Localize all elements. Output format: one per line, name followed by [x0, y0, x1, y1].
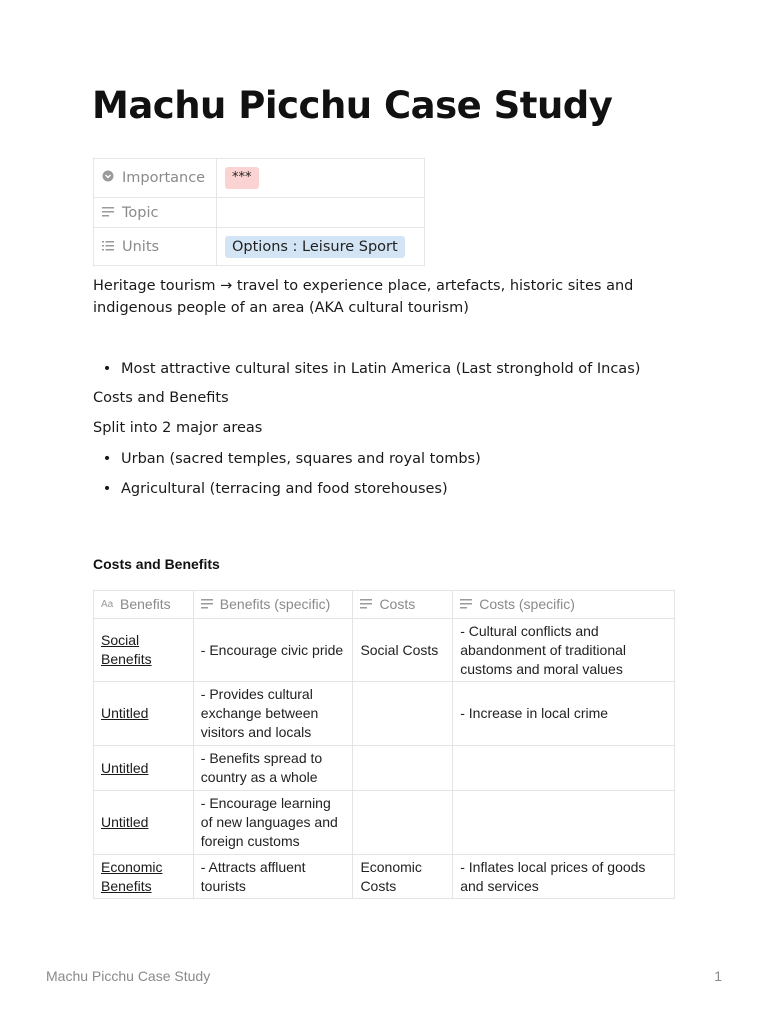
- cost-cell: [353, 746, 453, 791]
- cost-cell: Social Costs: [353, 619, 453, 682]
- list-item: • Most attractive cultural sites in Latin America (Last stronghold of Incas): [93, 358, 640, 380]
- cost-specific-cell: - Cultural conflicts and abandonment of traditional customs and moral values: [453, 619, 675, 682]
- benefit-specific-cell: - Attracts affluent tourists: [193, 855, 353, 899]
- property-value-importance[interactable]: [217, 159, 425, 198]
- benefit-cell[interactable]: Economic Benefits: [94, 855, 194, 899]
- footer-title: Machu Picchu Case Study: [46, 968, 211, 984]
- list-item: • Urban (sacred temples, squares and royal tombs): [93, 448, 481, 470]
- text-icon: [360, 595, 374, 614]
- bullet-icon: •: [102, 451, 112, 467]
- cost-specific-cell: [453, 791, 675, 855]
- property-row-units: [94, 228, 425, 266]
- benefit-specific-cell: - Benefits spread to country as a whole: [193, 746, 353, 791]
- table-header-row: [94, 591, 675, 619]
- importance-tag: ***: [225, 167, 259, 189]
- cost-specific-cell: [453, 746, 675, 791]
- column-header-benefits[interactable]: Aa Benefits: [94, 591, 194, 619]
- property-name-topic: Topic: [122, 204, 159, 221]
- properties-table: [93, 158, 425, 266]
- list-item: • Agricultural (terracing and food storehouses): [93, 478, 448, 500]
- select-icon: [102, 170, 116, 186]
- bullet-icon: •: [102, 361, 112, 377]
- property-name-units: Units: [122, 238, 160, 255]
- benefit-specific-cell: - Encourage civic pride: [193, 619, 353, 682]
- title-property-icon: Aa: [101, 599, 114, 611]
- benefit-specific-cell: - Provides cultural exchange between visitors and locals: [193, 682, 353, 746]
- cost-cell: [353, 682, 453, 746]
- page-title: Machu Picchu Case Study: [92, 84, 613, 127]
- cost-specific-cell: - Increase in local crime: [453, 682, 675, 746]
- cost-cell: [353, 791, 453, 855]
- text-icon: [201, 595, 215, 614]
- page-number: 1: [714, 968, 722, 984]
- cost-specific-cell: - Inflates local prices of goods and services: [453, 855, 675, 899]
- section-heading: Costs and Benefits: [93, 556, 220, 572]
- text-icon: [102, 205, 116, 221]
- cost-cell: Economic Costs: [353, 855, 453, 899]
- multi-select-icon: [102, 239, 116, 255]
- property-name-importance: Importance: [122, 170, 206, 186]
- property-value-units[interactable]: [217, 228, 425, 266]
- benefit-cell[interactable]: Untitled: [94, 746, 194, 791]
- paragraph-costs-benefits: Costs and Benefits: [93, 390, 229, 406]
- column-header-costs-specific[interactable]: Costs (specific): [453, 591, 675, 619]
- benefit-cell[interactable]: Social Benefits: [94, 619, 194, 682]
- units-tag: Options : Leisure Sport: [225, 236, 405, 258]
- table-row: [94, 855, 675, 899]
- column-header-benefits-specific[interactable]: Benefits (specific): [193, 591, 353, 619]
- column-header-costs[interactable]: Costs: [353, 591, 453, 619]
- property-value-topic[interactable]: [217, 198, 425, 228]
- property-row-importance: [94, 159, 425, 198]
- costs-benefits-table: [93, 590, 675, 899]
- paragraph-heritage-tourism: Heritage tourism → travel to experience place, artefacts, historic sites and indigenous people of an area (AKA cultural tourism): [93, 278, 634, 316]
- benefit-cell[interactable]: Untitled: [94, 791, 194, 855]
- benefit-specific-cell: - Encourage learning of new languages and foreign customs: [193, 791, 353, 855]
- table-row: [94, 619, 675, 682]
- bullet-icon: •: [102, 481, 112, 497]
- paragraph-split: Split into 2 major areas: [93, 420, 263, 436]
- benefit-cell[interactable]: Untitled: [94, 682, 194, 746]
- table-row: [94, 746, 675, 791]
- table-row: [94, 682, 675, 746]
- table-row: [94, 791, 675, 855]
- property-row-topic: [94, 198, 425, 228]
- text-icon: [460, 595, 474, 614]
